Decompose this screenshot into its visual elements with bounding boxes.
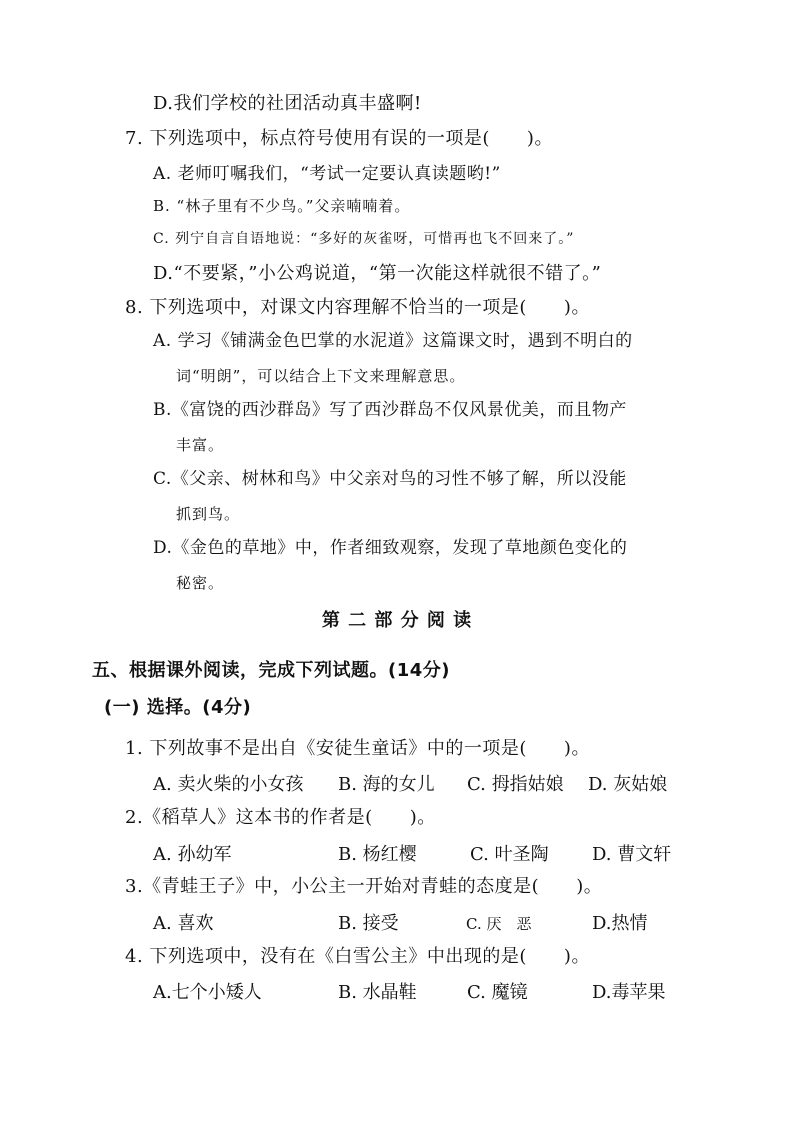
q8-stem: 8. 下列选项中，对课文内容理解不恰当的一项是( )。: [125, 297, 590, 318]
q7-option-c: C. 列宁自言自语地说：“多好的灰雀呀，可惜再也飞不回来了。”: [153, 231, 575, 247]
p2-q2-option-c: C. 叶圣陶: [470, 844, 549, 865]
q8-option-b-line1: B.《富饶的西沙群岛》写了西沙群岛不仅风景优美，而且物产: [153, 400, 627, 420]
p2-q2-option-b: B. 杨红樱: [338, 844, 417, 865]
part2-title: 第 二 部 分 阅 读: [321, 610, 473, 631]
p2-q3-option-d: D.热情: [592, 913, 648, 934]
q8-option-a-line1: A. 学习《铺满金色巴掌的水泥道》这篇课文时，遇到不明白的: [153, 331, 633, 351]
p2-q1-option-d: D. 灰姑娘: [588, 774, 668, 795]
p2-q2-option-a: A. 孙幼军: [153, 844, 232, 865]
p2-q4-option-a: A.七个小矮人: [153, 982, 262, 1003]
q7-option-b: B. “林子里有不少鸟。”父亲喃喃着。: [153, 197, 411, 215]
q7-stem: 7. 下列选项中，标点符号使用有误的一项是( )。: [125, 128, 553, 149]
p2-q1-option-c: C. 拇指姑娘: [467, 774, 564, 795]
p2-q1-option-b: B. 海的女儿: [338, 774, 435, 795]
subsection1-heading: (一) 选择。(4分): [104, 697, 252, 718]
p2-q1-option-a: A. 卖火柴的小女孩: [153, 774, 304, 795]
p2-q3-option-b: B. 接受: [338, 913, 399, 934]
q8-option-a-line2: 词“明朗”，可以结合上下文来理解意思。: [176, 367, 466, 385]
p2-q1-stem: 1. 下列故事不是出自《安徒生童话》中的一项是( )。: [125, 738, 590, 759]
p2-q2-option-d: D. 曹文轩: [592, 844, 672, 865]
p2-q3-option-c: C. 厌 恶: [466, 915, 532, 933]
q6-option-d: D.我们学校的社团活动真丰盛啊!: [153, 93, 422, 114]
p2-q4-option-c: C. 魔镜: [467, 982, 528, 1003]
q7-option-d: D.“不要紧，”小公鸡说道，“第一次能这样就很不错了。”: [153, 263, 602, 284]
section5-heading: 五、根据课外阅读，完成下列试题。(14分): [92, 660, 451, 681]
q8-option-d-line2: 秘密。: [176, 574, 225, 592]
p2-q2-stem: 2.《稻草人》这本书的作者是( )。: [125, 807, 436, 828]
q8-option-c-line2: 抓到鸟。: [176, 505, 241, 523]
p2-q4-stem: 4. 下列选项中，没有在《白雪公主》中出现的是( )。: [125, 946, 590, 967]
q8-option-c-line1: C.《父亲、树林和鸟》中父亲对鸟的习性不够了解，所以没能: [153, 469, 627, 489]
q7-option-a: A. 老师叮嘱我们，“考试一定要认真读题哟!”: [153, 164, 501, 184]
q8-option-d-line1: D.《金色的草地》中，作者细致观察，发现了草地颜色变化的: [153, 538, 628, 558]
p2-q4-option-b: B. 水晶鞋: [338, 982, 417, 1003]
p2-q3-stem: 3.《青蛙王子》中，小公主一开始对青蛙的态度是( )。: [125, 876, 603, 897]
p2-q4-option-d: D.毒苹果: [592, 982, 666, 1003]
q8-option-b-line2: 丰富。: [176, 436, 225, 454]
p2-q3-option-a: A. 喜欢: [153, 913, 214, 934]
